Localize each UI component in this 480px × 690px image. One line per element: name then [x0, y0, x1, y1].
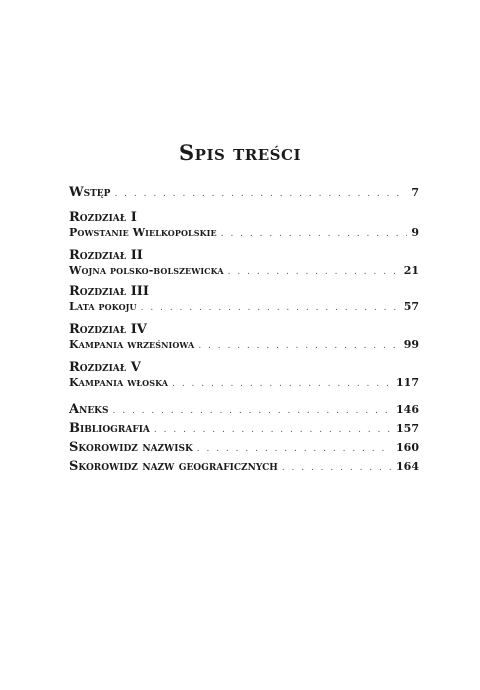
toc-page-number: 21 — [403, 264, 419, 277]
toc-entry-chapter-5[interactable] — [69, 376, 419, 392]
toc-page-number: 9 — [411, 226, 419, 239]
dot-leader — [197, 444, 392, 454]
toc-entry-label: Bibliografia — [69, 421, 150, 436]
dot-leader — [221, 229, 408, 239]
toc-entry-label: Wojna polsko-bolszewicka — [69, 264, 224, 277]
toc-page-number: 146 — [396, 403, 419, 416]
toc-page-number: 99 — [403, 338, 419, 351]
toc-entry-chapter-4[interactable] — [69, 338, 419, 354]
toc-entry-label: Kampania włoska — [69, 376, 169, 389]
toc-page-number: 117 — [396, 376, 419, 389]
dot-leader — [114, 189, 407, 199]
toc-entry-chapter-1[interactable] — [69, 226, 419, 242]
page-title: Spis treści — [179, 140, 301, 165]
toc-entry-chapter-2[interactable] — [69, 264, 419, 280]
toc-entry-skorowidz-nazwisk[interactable] — [69, 440, 419, 456]
toc-page-number: 160 — [396, 441, 419, 454]
toc-page-number: 7 — [411, 186, 419, 199]
chapter-heading-2: Rozdział II — [69, 248, 143, 263]
toc-entry-aneks[interactable] — [69, 402, 419, 418]
toc-entry-wstep[interactable] — [69, 185, 419, 201]
toc-entry-label: Skorowidz nazw geograficznych — [69, 459, 278, 474]
chapter-heading-1: Rozdział I — [69, 210, 137, 225]
dot-leader — [154, 425, 392, 435]
toc-entry-label: Powstanie Wielkopolskie — [69, 226, 217, 239]
dot-leader — [282, 463, 392, 473]
dot-leader — [141, 303, 400, 313]
dot-leader — [172, 379, 392, 389]
toc-page-number: 57 — [403, 300, 419, 313]
toc-entry-label: Wstęp — [69, 185, 111, 200]
dot-leader — [113, 406, 393, 416]
chapter-heading-3: Rozdział III — [69, 284, 149, 299]
chapter-heading-4: Rozdział IV — [69, 322, 147, 337]
toc-entry-label: Aneks — [69, 402, 109, 417]
toc-entry-bibliografia[interactable] — [69, 421, 419, 437]
toc-entry-skorowidz-geograficzny[interactable] — [69, 459, 419, 475]
dot-leader — [228, 267, 400, 277]
toc-page-number: 164 — [396, 460, 419, 473]
toc-page-number: 157 — [396, 422, 419, 435]
toc-entry-label: Lata pokoju — [69, 300, 137, 313]
toc-entry-chapter-3[interactable] — [69, 300, 419, 316]
toc-entry-label: Skorowidz nazwisk — [69, 440, 193, 455]
toc-entry-label: Kampania wrześniowa — [69, 338, 195, 351]
dot-leader — [198, 341, 399, 351]
chapter-heading-5: Rozdział V — [69, 360, 141, 375]
